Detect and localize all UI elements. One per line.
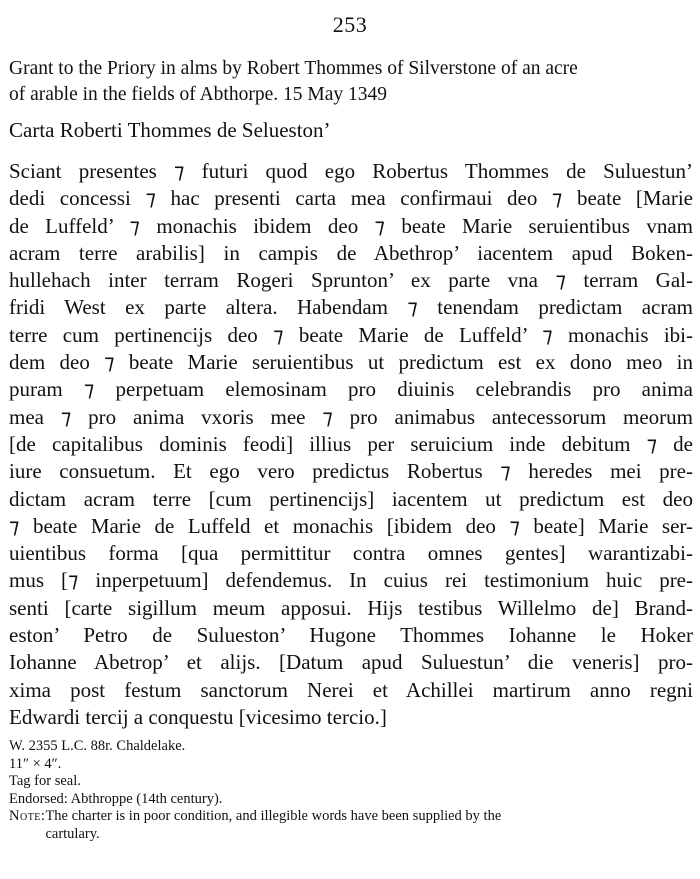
note-seal: Tag for seal. <box>9 773 81 790</box>
charter-line: Edwardi tercij a conquestu [vicesimo tercio.] <box>9 704 387 729</box>
charter-line: Iohanne Abetrop’ et alijs. [Datum apud Suluestun’ die veneris] pro- <box>9 650 693 675</box>
charter-line: dem deo ⁊ beate Marie seruientibus ut predictum est ex dono meo in <box>9 350 693 375</box>
charter-line: dictam acram terre [cum pertinencijs] iacentem ut predictum est deo <box>9 486 693 511</box>
charter-line: fridi West ex parte altera. Habendam ⁊ tenendam predictam acram <box>9 295 693 320</box>
charter-line: puram ⁊ perpetuam elemosinam pro diuinis celebrandis pro anima <box>9 377 693 402</box>
page-number: 253 <box>332 12 368 37</box>
note-condition-line-1: The charter is in poor condition, and illegible words have been supplied by the <box>45 808 502 825</box>
charter-latin-title: Carta Roberti Thommes de Selueston’ <box>9 118 331 142</box>
note-endorsed: Endorsed: Abthroppe (14th century). <box>9 790 223 807</box>
charter-line: terre cum pertinencijs deo ⁊ beate Marie de Luffeld’ ⁊ monachis ibi- <box>9 322 693 347</box>
charter-line: Sciant presentes ⁊ futuri quod ego Robertus Thommes de Suluestun’ <box>9 159 693 183</box>
charter-line: iure consuetum. Et ego vero predictus Robertus ⁊ heredes mei pre- <box>9 459 693 484</box>
summary-line-2: of arable in the fields of Abthorpe. 15 May 1349 <box>9 84 387 105</box>
charter-line: eston’ Petro de Sulueston’ Hugone Thommes Iohanne le Hoker <box>9 623 693 648</box>
charter-notes <box>9 738 693 844</box>
charter-line: senti [carte sigillum meum apposui. Hijs testibus Willelmo de] Brand- <box>9 595 693 620</box>
note-reference: W. 2355 L.C. 88r. Chaldelake. <box>9 738 186 754</box>
note-size: 11″ × 4″. <box>9 755 62 772</box>
charter-line: [de capitalibus dominis feodi] illius per seruicium inde debitum ⁊ de <box>9 431 693 456</box>
charter-summary <box>9 56 693 108</box>
charter-line: ⁊ beate Marie de Luffeld et monachis [ibidem deo ⁊ beate] Marie ser- <box>9 513 693 538</box>
charter-line: dedi concessi ⁊ hac presenti carta mea confirmaui deo ⁊ beate [Marie <box>9 186 693 211</box>
charter-line: mus [⁊ inperpetuum] defendemus. In cuius rei testimonium huic pre- <box>9 568 693 593</box>
charter-line: uientibus forma [qua permittitur contra omnes gentes] warantizabi- <box>9 541 693 566</box>
charter-line: de Luffeld’ ⁊ monachis ibidem deo ⁊ beate Marie seruientibus vnam <box>9 213 693 238</box>
note-condition <box>9 808 693 843</box>
note-condition-line-2: cartulary. <box>45 825 100 842</box>
charter-line: mea ⁊ pro anima vxoris mee ⁊ pro animabus antecessorum meorum <box>9 404 693 429</box>
charter-line: acram terre arabilis] in campis de Abethrop’ iacentem apud Boken- <box>9 240 693 265</box>
charter-line: xima post festum sanctorum Nerei et Achillei martirum anno regni <box>9 677 693 702</box>
summary-line-1: Grant to the Priory in alms by Robert Thommes of Silverstone of an acre <box>9 58 578 79</box>
note-condition-text <box>45 808 501 843</box>
charter-line: hullehach inter terram Rogeri Sprunton’ ex parte vna ⁊ terram Gal- <box>9 268 693 293</box>
charter-text <box>9 158 693 731</box>
note-label: Note: <box>9 808 46 825</box>
